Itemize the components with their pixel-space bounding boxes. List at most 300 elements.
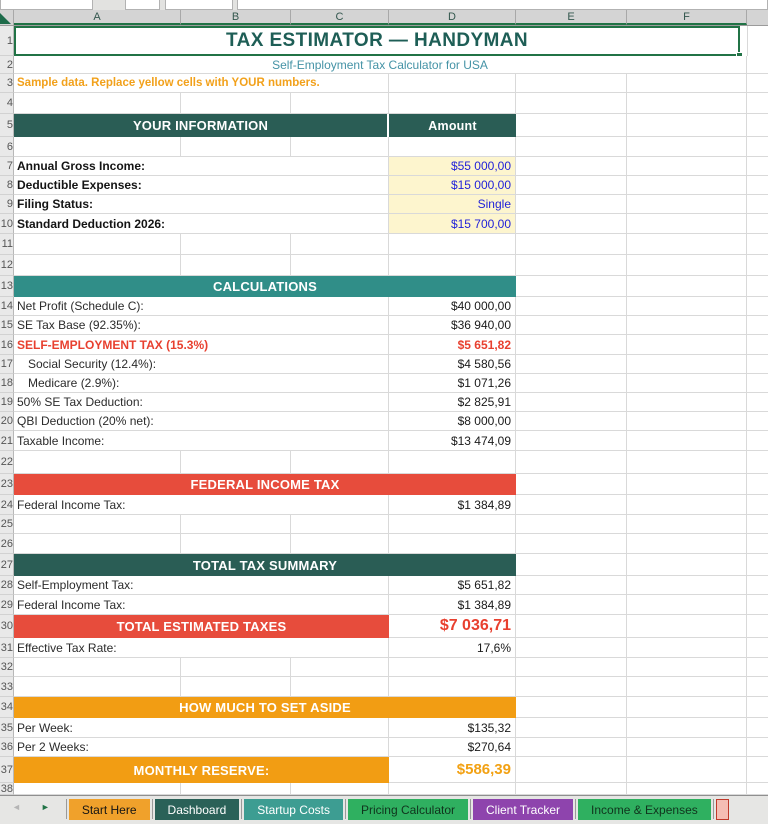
cell[interactable] [389, 93, 516, 114]
cell[interactable] [14, 677, 181, 697]
cell[interactable] [516, 738, 627, 757]
row-header[interactable]: 10 [0, 214, 14, 234]
cell[interactable] [516, 451, 627, 474]
cell[interactable] [747, 638, 768, 658]
sheet-row [0, 451, 768, 474]
subtitle-cell[interactable]: Self-Employment Tax Calculator for USA [14, 56, 747, 74]
value-cell[interactable]: $1 384,89 [389, 495, 516, 515]
sheet-grid [0, 26, 768, 795]
cell[interactable] [14, 234, 181, 255]
cell[interactable] [747, 137, 768, 157]
cell[interactable] [627, 393, 747, 412]
tab-divider [713, 799, 714, 819]
sheet-tab-bar [0, 795, 768, 824]
next-sheets-icon[interactable]: ► [40, 802, 50, 812]
cell[interactable] [747, 554, 768, 576]
cell[interactable] [516, 157, 627, 176]
sheet-row [0, 355, 768, 374]
column-header[interactable]: C [291, 10, 389, 25]
row-header[interactable]: 21 [0, 431, 14, 451]
row-header[interactable]: 4 [0, 93, 14, 114]
cell[interactable] [747, 412, 768, 431]
cell[interactable] [747, 495, 768, 515]
value-cell[interactable]: $1 384,89 [389, 595, 516, 615]
row-header[interactable]: 37 [0, 757, 14, 783]
cell[interactable] [516, 697, 627, 718]
cell[interactable] [516, 474, 627, 495]
row-header[interactable]: 12 [0, 255, 14, 276]
cell[interactable] [627, 534, 747, 554]
cell[interactable] [627, 214, 747, 234]
cell[interactable] [627, 93, 747, 114]
cell[interactable] [291, 137, 389, 157]
input-cell[interactable]: $15 000,00 [389, 176, 516, 195]
row-header[interactable]: 2 [0, 56, 14, 74]
column-header[interactable]: A [14, 10, 181, 25]
cell[interactable] [516, 576, 627, 595]
cell[interactable] [747, 56, 768, 74]
cell[interactable] [747, 658, 768, 677]
row-header[interactable]: 6 [0, 137, 14, 157]
cell[interactable] [181, 137, 291, 157]
cell[interactable] [627, 374, 747, 393]
cell[interactable] [291, 658, 389, 677]
row-header[interactable]: 1 [0, 26, 14, 56]
row-header[interactable]: 8 [0, 176, 14, 195]
cell[interactable] [747, 335, 768, 355]
label-cell[interactable]: Deductible Expenses: [14, 176, 389, 195]
cell[interactable] [291, 255, 389, 276]
row-header[interactable]: 38 [0, 783, 13, 795]
sheet-row [0, 595, 768, 615]
cell[interactable] [747, 255, 768, 276]
cell[interactable] [389, 255, 516, 276]
row-header[interactable]: 34 [0, 697, 14, 718]
cell[interactable] [516, 534, 627, 554]
label-cell[interactable]: 50% SE Tax Deduction: [14, 393, 389, 412]
cell[interactable] [389, 234, 516, 255]
cell[interactable] [516, 74, 627, 93]
row-header[interactable]: 35 [0, 718, 14, 738]
cell[interactable] [747, 297, 768, 316]
sheet-row [0, 276, 768, 297]
cell[interactable] [747, 114, 768, 137]
cell[interactable] [747, 393, 768, 412]
selected-cell[interactable]: TAX ESTIMATOR — HANDYMAN [14, 26, 740, 56]
label-cell[interactable]: Federal Income Tax: [14, 495, 389, 515]
cell[interactable] [181, 677, 291, 697]
cell[interactable] [516, 677, 627, 697]
cell[interactable] [14, 658, 181, 677]
cell[interactable] [516, 595, 627, 615]
cell[interactable] [627, 615, 747, 638]
cell[interactable] [516, 214, 627, 234]
cell[interactable] [627, 157, 747, 176]
cell[interactable] [627, 195, 747, 214]
cell[interactable] [14, 137, 181, 157]
cell[interactable] [181, 658, 291, 677]
row-header[interactable]: 11 [0, 234, 14, 255]
sheet-row [0, 677, 768, 697]
sheet-row [0, 93, 768, 114]
cell[interactable] [747, 355, 768, 374]
cell[interactable] [747, 431, 768, 451]
label-cell[interactable]: SELF-EMPLOYMENT TAX (15.3%) [14, 335, 389, 355]
label-cell[interactable]: Net Profit (Schedule C): [14, 297, 389, 316]
sheet-tab-pricing-calculator[interactable]: Pricing Calculator [348, 799, 468, 820]
label-cell[interactable]: Self-Employment Tax: [14, 576, 389, 595]
cell[interactable] [627, 677, 747, 697]
row-header[interactable]: 25 [0, 515, 14, 534]
cell[interactable] [627, 355, 747, 374]
column-header[interactable]: E [516, 10, 627, 25]
cell[interactable] [747, 515, 768, 534]
cell[interactable] [747, 534, 768, 554]
sheet-row [0, 431, 768, 451]
cell[interactable] [181, 93, 291, 114]
cell[interactable] [389, 451, 516, 474]
column-headers [0, 10, 768, 26]
label-cell[interactable]: Per Week: [14, 718, 389, 738]
value-cell[interactable]: $40 000,00 [389, 297, 516, 316]
row-header[interactable]: 27 [0, 554, 14, 576]
column-header[interactable]: F [627, 10, 747, 25]
cell[interactable] [14, 93, 181, 114]
cell[interactable] [181, 783, 291, 795]
row-header[interactable]: 20 [0, 412, 14, 431]
label-cell[interactable]: Social Security (12.4%): [14, 355, 389, 374]
cell[interactable] [516, 374, 627, 393]
input-cell[interactable]: Single [389, 195, 516, 214]
sheet-row [0, 137, 768, 157]
cell[interactable] [181, 515, 291, 534]
cell[interactable] [389, 677, 516, 697]
cell[interactable] [627, 114, 747, 137]
sheet-row [0, 697, 768, 718]
value-cell[interactable]: $1 071,26 [389, 374, 516, 393]
cell[interactable] [516, 615, 627, 638]
cell[interactable] [14, 534, 181, 554]
sheet-row [0, 176, 768, 195]
sheet-row [0, 255, 768, 276]
cell[interactable] [291, 783, 389, 795]
cell[interactable] [747, 157, 768, 176]
cell[interactable] [747, 451, 768, 474]
input-cell[interactable]: $15 700,00 [389, 214, 516, 234]
row-header[interactable]: 31 [0, 638, 14, 658]
cell[interactable] [627, 451, 747, 474]
row-header[interactable]: 28 [0, 576, 14, 595]
cell[interactable] [516, 335, 627, 355]
row-header[interactable]: 29 [0, 595, 14, 615]
cell[interactable] [627, 431, 747, 451]
sheet-tab-start-here[interactable]: Start Here [69, 799, 150, 820]
sheet-tab-income-expenses[interactable]: Income & Expenses [578, 799, 711, 820]
cell[interactable] [389, 137, 516, 157]
cell[interactable] [389, 534, 516, 554]
value-cell[interactable]: $5 651,82 [389, 335, 516, 355]
cell[interactable] [747, 697, 768, 718]
sheet-row [0, 534, 768, 554]
total-value-cell[interactable]: $586,39 [389, 757, 516, 783]
row-header[interactable]: 33 [0, 677, 14, 697]
cell[interactable] [747, 718, 768, 738]
sheet-row [0, 638, 768, 658]
section-header-cell[interactable]: MONTHLY RESERVE: [14, 757, 389, 783]
section-header-cell[interactable]: TOTAL ESTIMATED TAXES [14, 615, 389, 638]
cell[interactable] [627, 718, 747, 738]
formula-bar-strip [0, 0, 768, 10]
row-header[interactable]: 32 [0, 658, 14, 677]
cell[interactable] [627, 474, 747, 495]
label-cell[interactable]: Effective Tax Rate: [14, 638, 389, 658]
cell[interactable] [627, 234, 747, 255]
cell[interactable] [516, 757, 627, 783]
sheet-row [0, 195, 768, 214]
cell[interactable] [747, 783, 768, 795]
sheet-row [0, 157, 768, 176]
label-cell[interactable]: Standard Deduction 2026: [14, 214, 389, 234]
cell[interactable] [516, 255, 627, 276]
cell[interactable] [627, 554, 747, 576]
sheet-row [0, 214, 768, 234]
cell[interactable] [181, 234, 291, 255]
cell[interactable] [516, 316, 627, 335]
cell[interactable] [627, 276, 747, 297]
row-header[interactable]: 19 [0, 393, 14, 412]
sheet-row [0, 658, 768, 677]
tab-divider [575, 799, 576, 819]
sheet-row [0, 393, 768, 412]
row-header[interactable]: 24 [0, 495, 14, 515]
cell[interactable] [516, 93, 627, 114]
cell[interactable] [627, 515, 747, 534]
cell[interactable] [516, 638, 627, 658]
sheet-row [0, 56, 768, 74]
sheet-row [0, 114, 768, 137]
sheet-tab-startup-costs[interactable]: Startup Costs [244, 799, 343, 820]
cell[interactable] [627, 297, 747, 316]
cell[interactable] [747, 677, 768, 697]
label-cell[interactable]: QBI Deduction (20% net): [14, 412, 389, 431]
column-header[interactable]: D [389, 10, 516, 25]
cell[interactable] [747, 576, 768, 595]
sheet-row [0, 554, 768, 576]
row-header[interactable]: 18 [0, 374, 14, 393]
cell[interactable] [516, 658, 627, 677]
section-header-cell[interactable]: CALCULATIONS [14, 276, 516, 297]
formula-bar-partial [165, 0, 233, 10]
value-cell[interactable]: $4 580,56 [389, 355, 516, 374]
cell[interactable] [516, 297, 627, 316]
cell[interactable] [516, 355, 627, 374]
sheet-tab-partial[interactable] [716, 799, 729, 820]
cell[interactable] [516, 495, 627, 515]
label-cell[interactable]: SE Tax Base (92.35%): [14, 316, 389, 335]
cell[interactable] [516, 718, 627, 738]
cell[interactable] [627, 316, 747, 335]
cell[interactable] [747, 74, 768, 93]
tab-divider [152, 799, 153, 819]
label-cell[interactable]: Taxable Income: [14, 431, 389, 451]
cell[interactable] [627, 738, 747, 757]
cell[interactable] [291, 534, 389, 554]
sheet-tab-client-tracker[interactable]: Client Tracker [473, 799, 573, 820]
sheet-row [0, 26, 768, 56]
label-cell[interactable]: Per 2 Weeks: [14, 738, 389, 757]
cell[interactable] [516, 276, 627, 297]
label-cell[interactable]: Medicare (2.9%): [14, 374, 389, 393]
prev-sheets-icon[interactable]: ◄ [12, 802, 21, 812]
value-cell[interactable]: $5 651,82 [389, 576, 516, 595]
cell[interactable] [747, 176, 768, 195]
cell[interactable] [627, 137, 747, 157]
cell[interactable] [747, 374, 768, 393]
sheet-row [0, 718, 768, 738]
cell[interactable] [747, 474, 768, 495]
sheet-row [0, 615, 768, 638]
cell[interactable] [14, 783, 181, 795]
label-cell[interactable]: Filing Status: [14, 195, 389, 214]
value-cell[interactable]: $8 000,00 [389, 412, 516, 431]
cell[interactable] [627, 74, 747, 93]
sheet-row [0, 297, 768, 316]
cell[interactable] [627, 255, 747, 276]
value-cell[interactable]: $2 825,91 [389, 393, 516, 412]
cell[interactable] [627, 495, 747, 515]
cell[interactable] [291, 515, 389, 534]
cell[interactable] [516, 195, 627, 214]
input-cell[interactable]: $55 000,00 [389, 157, 516, 176]
cell[interactable] [389, 783, 516, 795]
cell[interactable] [389, 515, 516, 534]
row-header[interactable]: 3 [0, 74, 14, 93]
note-cell[interactable]: Sample data. Replace yellow cells with YOUR numbers. [14, 74, 389, 93]
sheet-tab-dashboard[interactable]: Dashboard [155, 799, 240, 820]
cell[interactable] [14, 255, 181, 276]
label-cell[interactable]: Annual Gross Income: [14, 157, 389, 176]
row-header[interactable]: 23 [0, 474, 14, 495]
section-header-cell[interactable]: FEDERAL INCOME TAX [14, 474, 516, 495]
cell[interactable] [291, 93, 389, 114]
cell[interactable] [627, 638, 747, 658]
cell[interactable] [516, 783, 627, 795]
section-header-cell[interactable]: TOTAL TAX SUMMARY [14, 554, 516, 576]
cell[interactable] [516, 431, 627, 451]
cell[interactable] [747, 615, 768, 638]
value-cell[interactable]: $36 940,00 [389, 316, 516, 335]
label-cell[interactable]: Federal Income Tax: [14, 595, 389, 615]
cell[interactable] [516, 114, 627, 137]
cell[interactable] [747, 195, 768, 214]
cell[interactable] [747, 738, 768, 757]
cell[interactable] [516, 176, 627, 195]
cell[interactable] [747, 276, 768, 297]
cell[interactable] [516, 515, 627, 534]
cell[interactable] [516, 137, 627, 157]
cell[interactable] [516, 412, 627, 431]
value-cell[interactable]: $13 474,09 [389, 431, 516, 451]
row-header[interactable]: 26 [0, 534, 14, 554]
sheet-row [0, 374, 768, 393]
sheet-row [0, 412, 768, 431]
cell[interactable] [627, 335, 747, 355]
fill-handle[interactable] [736, 52, 743, 56]
tab-divider [470, 799, 471, 819]
cell[interactable] [627, 757, 747, 783]
sheet-row [0, 474, 768, 495]
row-header[interactable]: 7 [0, 157, 14, 176]
cell[interactable] [181, 534, 291, 554]
cell[interactable] [291, 234, 389, 255]
cell[interactable] [516, 554, 627, 576]
cell[interactable] [627, 697, 747, 718]
cell[interactable] [747, 214, 768, 234]
cell[interactable] [14, 451, 181, 474]
total-value-cell[interactable]: $7 036,71 [389, 615, 516, 638]
column-header[interactable]: B [181, 10, 291, 25]
cell[interactable] [181, 255, 291, 276]
row-header[interactable]: 5 [0, 114, 14, 137]
row-header[interactable]: 16 [0, 335, 14, 355]
value-cell[interactable]: $270,64 [389, 738, 516, 757]
sheet-row [0, 74, 768, 93]
value-cell[interactable]: $135,32 [389, 718, 516, 738]
row-header[interactable]: 9 [0, 195, 14, 214]
row-header[interactable]: 30 [0, 615, 14, 638]
cell[interactable] [389, 658, 516, 677]
cell[interactable] [747, 757, 768, 783]
cell[interactable] [516, 234, 627, 255]
cell[interactable] [14, 515, 181, 534]
cell[interactable] [747, 234, 768, 255]
cell[interactable] [627, 412, 747, 431]
section-header-cell[interactable]: HOW MUCH TO SET ASIDE [14, 697, 516, 718]
row-header[interactable]: 14 [0, 297, 14, 316]
cell[interactable] [747, 595, 768, 615]
section-header-cell[interactable]: YOUR INFORMATION [14, 114, 389, 137]
row-header[interactable]: 17 [0, 355, 14, 374]
select-all-corner[interactable] [0, 10, 14, 25]
cell[interactable] [291, 677, 389, 697]
row-header[interactable]: 22 [0, 451, 14, 474]
sheet-row [0, 316, 768, 335]
formula-bar-partial [125, 0, 160, 10]
cell[interactable] [627, 783, 747, 795]
amount-header-cell[interactable]: Amount [389, 114, 516, 137]
row-header[interactable]: 15 [0, 316, 14, 335]
cell[interactable] [627, 658, 747, 677]
cell[interactable] [627, 576, 747, 595]
cell[interactable] [389, 74, 516, 93]
cell[interactable] [291, 451, 389, 474]
row-header[interactable]: 13 [0, 276, 14, 297]
cell[interactable] [747, 316, 768, 335]
cell[interactable] [516, 393, 627, 412]
cell[interactable] [627, 595, 747, 615]
sheet-row [0, 576, 768, 595]
sheet-row [0, 757, 768, 783]
sheet-row [0, 515, 768, 534]
row-header[interactable]: 36 [0, 738, 14, 757]
value-cell[interactable]: 17,6% [389, 638, 516, 658]
tab-divider [345, 799, 346, 819]
name-box-partial [0, 0, 93, 10]
sheet-row [0, 738, 768, 757]
cell[interactable] [747, 93, 768, 114]
cell[interactable] [181, 451, 291, 474]
cell[interactable] [627, 176, 747, 195]
